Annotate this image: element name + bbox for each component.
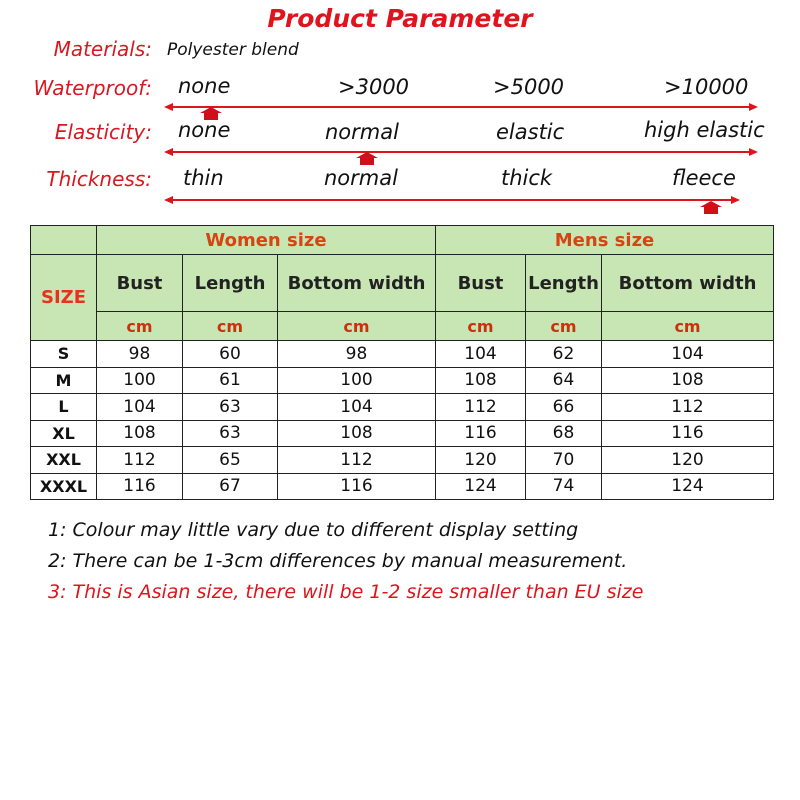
table-cell: 100: [278, 367, 436, 394]
table-cell: 116: [436, 420, 526, 447]
size-column-header: SIZE: [31, 255, 97, 341]
note-measurement: 2: There can be 1-3cm differences by manual measurement.: [48, 550, 628, 572]
table-cell: 108: [602, 367, 774, 394]
size-cell: XL: [31, 420, 97, 447]
table-cell: 104: [602, 341, 774, 368]
column-header: Length: [183, 255, 278, 312]
column-header: Bust: [97, 255, 183, 312]
size-cell: XXL: [31, 447, 97, 474]
table-cell: 104: [278, 394, 436, 421]
size-cell: S: [31, 341, 97, 368]
size-cell: L: [31, 394, 97, 421]
unit-label: cm: [183, 312, 278, 341]
table-cell: 74: [526, 473, 602, 500]
table-cell: 98: [278, 341, 436, 368]
table-cell: 108: [97, 420, 183, 447]
table-cell: 116: [602, 420, 774, 447]
selection-marker-icon: [700, 201, 722, 214]
table-cell: 120: [602, 447, 774, 474]
table-row: [31, 473, 774, 500]
waterproof-label: Waterproof:: [33, 76, 152, 100]
table-cell: 100: [97, 367, 183, 394]
elasticity-option: normal: [325, 120, 399, 144]
table-row: [31, 447, 774, 474]
table-cell: 108: [278, 420, 436, 447]
table-cell: 70: [526, 447, 602, 474]
unit-label: cm: [436, 312, 526, 341]
table-cell: 65: [183, 447, 278, 474]
table-cell: 124: [436, 473, 526, 500]
table-cell: 104: [436, 341, 526, 368]
women-size-header: Women size: [97, 226, 436, 255]
unit-label: cm: [526, 312, 602, 341]
table-cell: 64: [526, 367, 602, 394]
table-cell: 60: [183, 341, 278, 368]
thickness-scale-line: [172, 199, 732, 201]
table-cell: 61: [183, 367, 278, 394]
table-cell: 68: [526, 420, 602, 447]
elasticity-label: Elasticity:: [54, 120, 152, 144]
note-display-color: 1: Colour may little vary due to different display setting: [48, 519, 579, 541]
table-cell: 112: [278, 447, 436, 474]
table-cell: 120: [436, 447, 526, 474]
waterproof-option: none: [178, 74, 231, 98]
arrow-right-icon: [749, 148, 758, 156]
column-header: Bottom width: [278, 255, 436, 312]
arrow-right-icon: [731, 196, 740, 204]
arrow-right-icon: [749, 103, 758, 111]
table-cell: 63: [183, 420, 278, 447]
table-corner: [31, 226, 97, 255]
table-cell: 112: [97, 447, 183, 474]
table-cell: 124: [602, 473, 774, 500]
table-cell: 104: [97, 394, 183, 421]
elasticity-scale-line: [172, 151, 750, 153]
waterproof-scale-line: [172, 106, 750, 108]
size-cell: XXXL: [31, 473, 97, 500]
waterproof-option: >5000: [493, 75, 565, 99]
thickness-option: normal: [324, 166, 398, 190]
elasticity-option: elastic: [496, 120, 565, 144]
table-cell: 67: [183, 473, 278, 500]
table-row: [31, 394, 774, 421]
size-table: [30, 225, 774, 500]
table-cell: 98: [97, 341, 183, 368]
thickness-option: fleece: [672, 166, 736, 190]
unit-label: cm: [97, 312, 183, 341]
materials-label: Materials:: [53, 37, 152, 61]
waterproof-option: >10000: [664, 75, 749, 99]
arrow-left-icon: [164, 103, 173, 111]
column-header: Bottom width: [602, 255, 774, 312]
table-cell: 63: [183, 394, 278, 421]
table-row: [31, 420, 774, 447]
table-cell: 62: [526, 341, 602, 368]
materials-value: Polyester blend: [167, 40, 299, 60]
mens-size-header: Mens size: [436, 226, 774, 255]
waterproof-option: >3000: [338, 75, 410, 99]
thickness-option: thick: [501, 166, 553, 190]
table-cell: 108: [436, 367, 526, 394]
elasticity-option: none: [178, 118, 231, 142]
column-header: Bust: [436, 255, 526, 312]
table-cell: 112: [602, 394, 774, 421]
table-cell: 116: [278, 473, 436, 500]
column-header: Length: [526, 255, 602, 312]
thickness-label: Thickness:: [46, 167, 152, 191]
thickness-option: thin: [183, 166, 224, 190]
unit-label: cm: [278, 312, 436, 341]
table-row: [31, 367, 774, 394]
arrow-left-icon: [164, 148, 173, 156]
arrow-left-icon: [164, 196, 173, 204]
elasticity-option: high elastic: [644, 118, 765, 142]
table-row: [31, 341, 774, 368]
unit-label: cm: [602, 312, 774, 341]
size-cell: M: [31, 367, 97, 394]
page-title: Product Parameter: [267, 4, 533, 33]
note-asian-size: 3: This is Asian size, there will be 1-2 size smaller than EU size: [48, 581, 644, 603]
selection-marker-icon: [356, 152, 378, 165]
table-cell: 116: [97, 473, 183, 500]
table-cell: 66: [526, 394, 602, 421]
table-cell: 112: [436, 394, 526, 421]
